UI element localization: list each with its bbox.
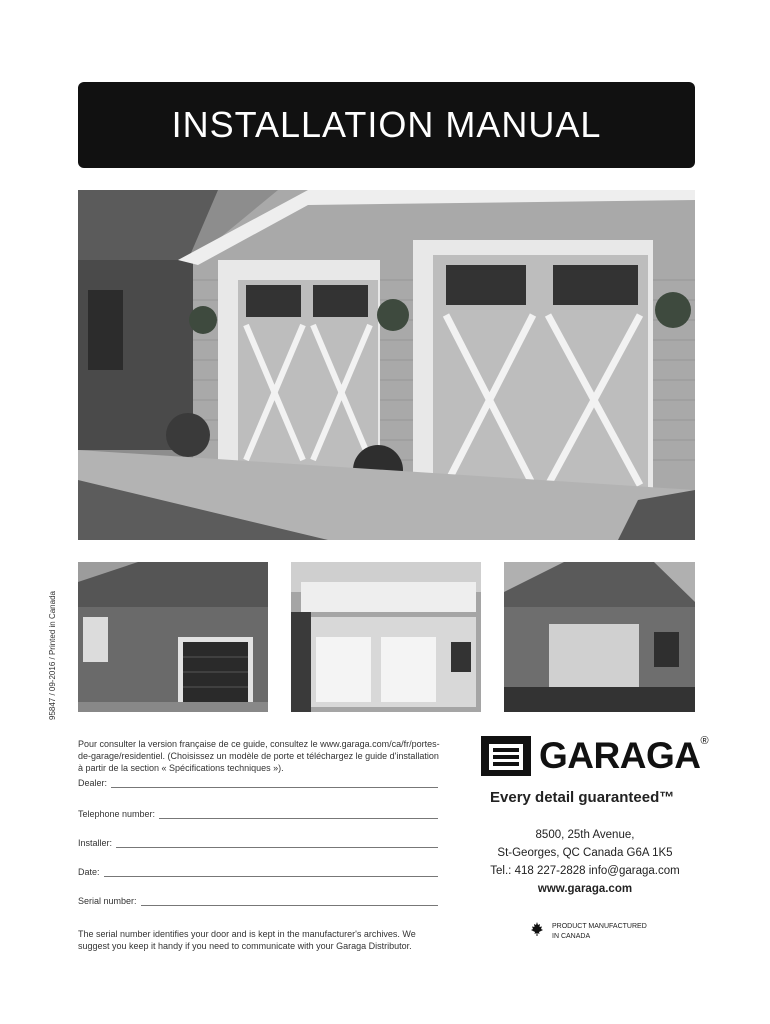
title-banner — [78, 82, 695, 168]
photo-brick-house-garage — [504, 562, 695, 712]
serial-label: Serial number: — [78, 896, 137, 906]
maple-leaf-icon — [530, 922, 544, 941]
registered-mark: ® — [700, 735, 709, 747]
website-link[interactable]: www.garaga.com — [537, 883, 633, 895]
telephone-line — [159, 809, 438, 819]
photo-balcony-garage — [291, 562, 481, 712]
contact-line: Tel.: 418 227-2828 info@garaga.com — [490, 865, 680, 877]
date-field[interactable] — [78, 867, 438, 877]
brand-tagline: Every detail guaranteed™ — [490, 789, 675, 806]
french-version-note: Pour consulter la version française de ce guide, consultez le www.garaga.com/ca/fr/portes-de-garage/residentiel. (Choisissez un modèle de porte et téléchargez le guide d'installation à partir de la section « Spécifications techniques »). — [78, 739, 440, 773]
installer-field[interactable] — [78, 838, 438, 848]
installer-line — [116, 838, 438, 848]
garage-door-logo-icon — [481, 736, 531, 776]
made-in-canada — [530, 922, 647, 942]
installer-label: Installer: — [78, 838, 113, 848]
page-title: INSTALLATION MANUAL — [171, 104, 602, 145]
company-address — [480, 826, 690, 898]
dealer-field[interactable] — [78, 778, 438, 788]
brand-name: GARAGA — [539, 735, 701, 776]
address-line1: 8500, 25th Avenue, — [535, 829, 635, 841]
dealer-line — [111, 778, 438, 788]
serial-number-note: The serial number identifies your door and is kept in the manufacturer's archives. We suggest you keep it handy if you need to communicate with your Garaga Distributor. — [78, 929, 416, 951]
telephone-label: Telephone number: — [78, 809, 156, 819]
hero-garage-photo — [78, 190, 695, 540]
date-label: Date: — [78, 867, 100, 877]
made-in-line2: IN CANADA — [552, 933, 591, 940]
document-code: 95847 / 09-2016 / Printed in Canada — [48, 591, 57, 720]
serial-field[interactable] — [78, 896, 438, 906]
date-line — [104, 867, 438, 877]
address-line2: St-Georges, QC Canada G6A 1K5 — [497, 847, 673, 859]
dealer-label: Dealer: — [78, 778, 108, 788]
made-in-line1: PRODUCT MANUFACTURED — [552, 923, 647, 930]
serial-line — [141, 896, 438, 906]
garaga-logo — [481, 735, 709, 777]
telephone-field[interactable] — [78, 809, 438, 819]
photo-red-house-garage — [78, 562, 268, 712]
